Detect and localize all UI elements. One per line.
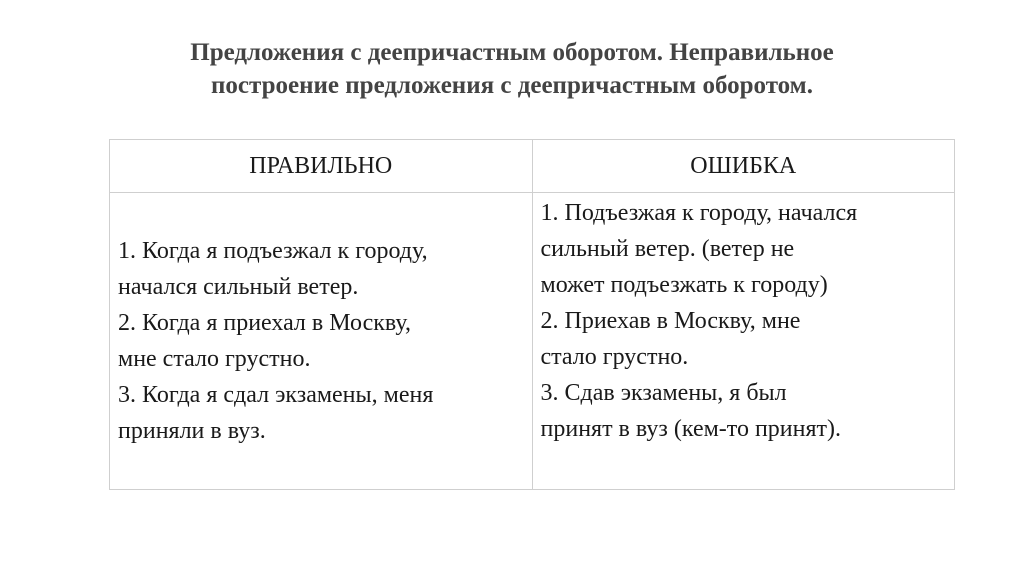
error-line: 2. Приехав в Москву, мне [540,308,801,334]
table-body-row [110,193,955,490]
error-line: может подъезжать к городу) [540,272,828,298]
slide-title-line-1: Предложения с деепричастным оборотом. Неправильное [190,39,834,66]
error-line: 3. Сдав экзамены, я был [540,380,787,406]
correct-line: мне стало грустно. [118,346,311,372]
slide-title [100,36,924,102]
error-line: стало грустно. [540,344,689,370]
slide-title-line-2: построение предложения с деепричастным оборотом. [211,72,813,99]
comparison-table [109,139,955,490]
correct-line: 1. Когда я подъезжал к городу, [118,238,428,264]
error-line: 1. Подъезжая к городу, начался [540,200,858,226]
header-error: ОШИБКА [532,140,955,193]
error-line: сильный ветер. (ветер не [540,236,795,262]
header-correct: ПРАВИЛЬНО [110,140,533,193]
correct-line: начался сильный ветер. [118,274,359,300]
correct-line: приняли в вуз. [118,418,266,444]
error-line: принят в вуз (кем-то принят). [540,416,841,442]
error-examples-cell [532,193,955,490]
table-header-row [110,140,955,193]
correct-line: 2. Когда я приехал в Москву, [118,310,412,336]
correct-line: 3. Когда я сдал экзамены, меня [118,382,434,408]
correct-examples-cell [110,193,533,490]
